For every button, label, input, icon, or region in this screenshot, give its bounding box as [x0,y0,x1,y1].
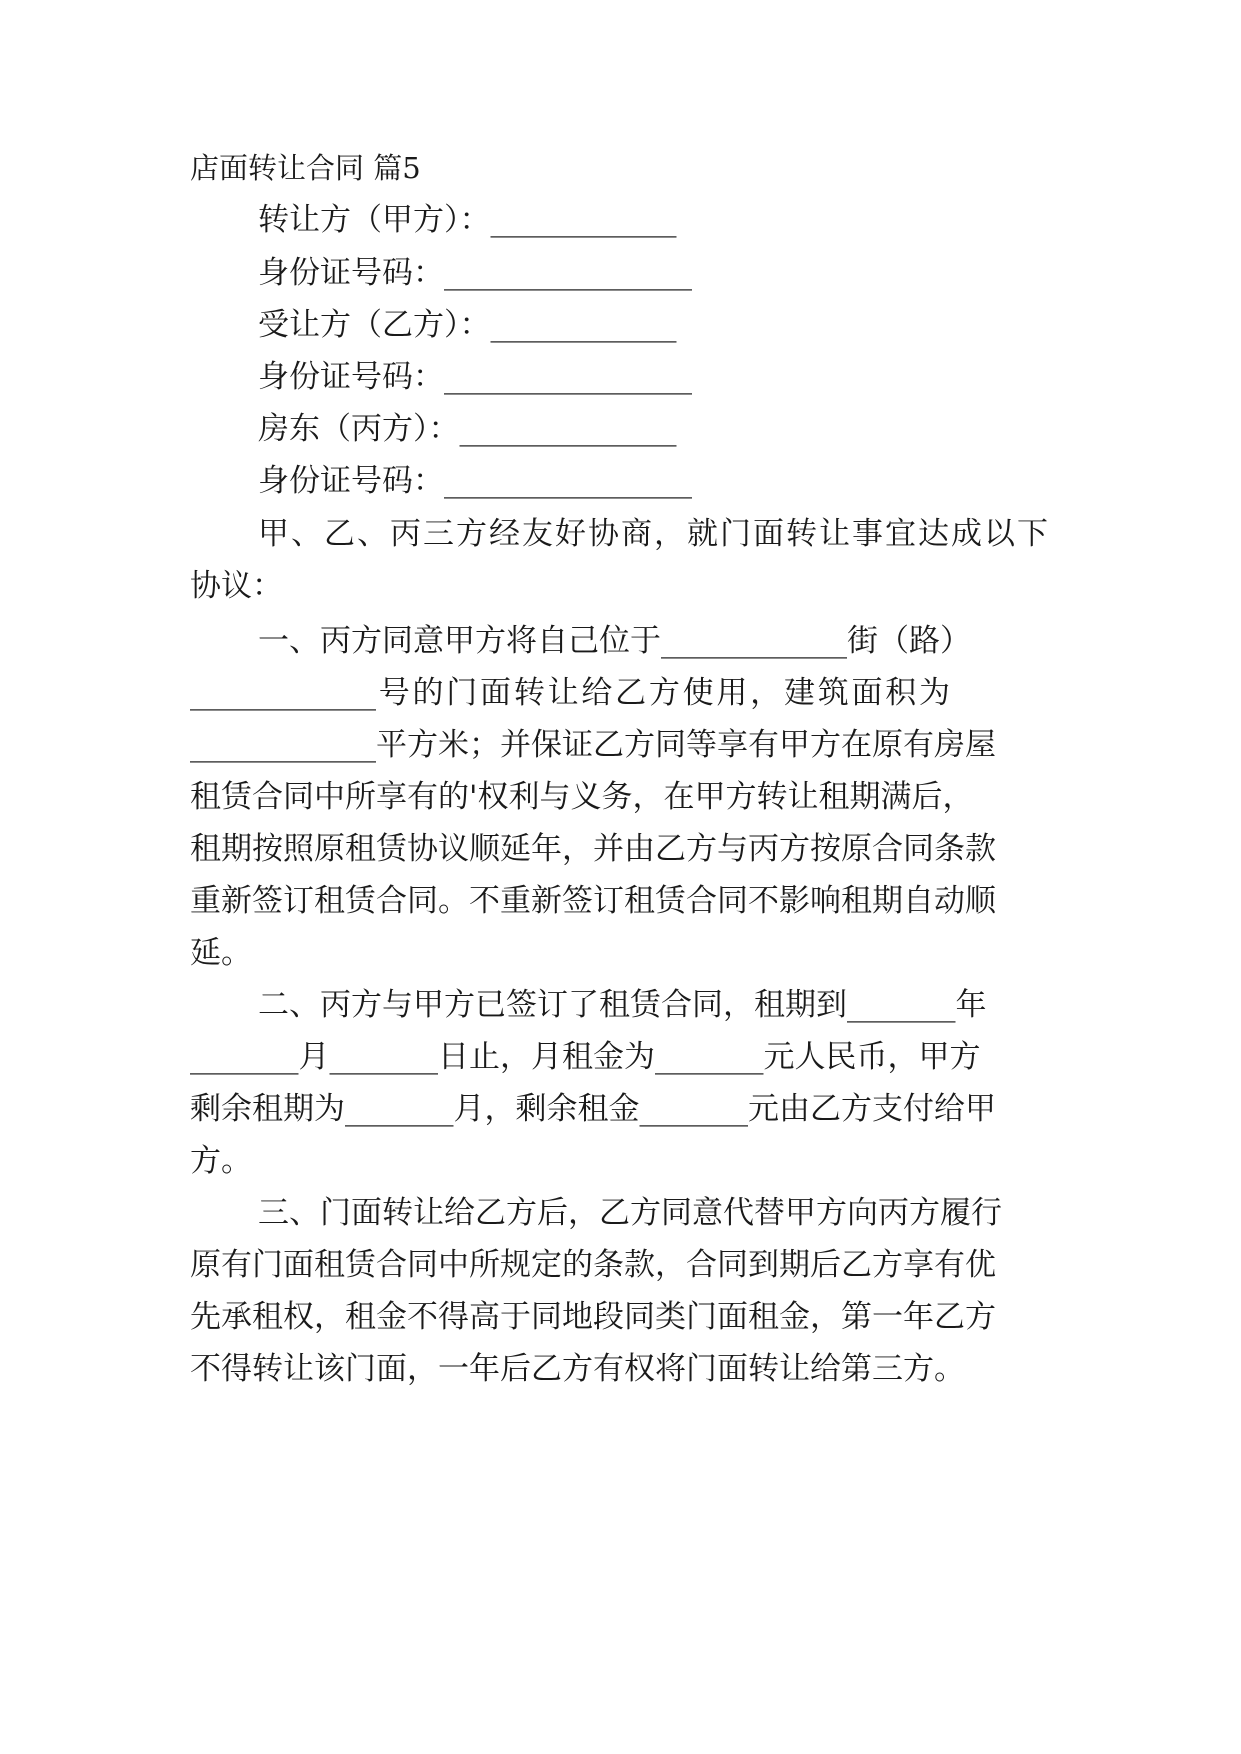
paragraph-line: 甲、乙、丙三方经友好协商，就门面转让事宜达成以下 [258,516,1048,552]
clause-3-line: 不得转让该门面，一年后乙方有权将门面转让给第三方。 [190,1351,965,1387]
clause-2-line: 方。 [190,1143,252,1179]
clause-2-line: 剩余租期为_______月，剩余租金_______元由乙方支付给甲 [190,1091,996,1127]
party-landlord: 房东（丙方）：______________ [258,411,677,447]
clause-1-line: 延。 [190,935,252,971]
id-number-transferor: 身份证号码：________________ [258,255,692,291]
document-title: 店面转让合同 篇5 [190,151,421,185]
paragraph-line: 协议： [190,568,283,604]
clause-3-line: 先承租权，租金不得高于同地段同类门面租金，第一年乙方 [190,1299,996,1335]
clause-1-line: 重新签订租赁合同。不重新签订租赁合同不影响租期自动顺 [190,883,996,919]
party-transferee: 受让方（乙方）：____________ [258,307,677,343]
party-transferor: 转让方（甲方）：____________ [258,202,677,238]
clause-3-line: 三、门面转让给乙方后，乙方同意代替甲方向丙方履行 [258,1195,1002,1231]
clause-1-line: ____________号的门面转让给乙方使用，建筑面积为 [190,675,950,711]
id-number-transferee: 身份证号码：________________ [258,359,692,395]
clause-1-line: 租期按照原租赁协议顺延年，并由乙方与丙方按原合同条款 [190,831,996,867]
clause-1-line: 一、丙方同意甲方将自己位于____________街（路） [258,623,971,659]
clause-2-line: 二、丙方与甲方已签订了租赁合同，租期到_______年 [258,987,987,1023]
clause-1-line: 租赁合同中所享有的'权利与义务，在甲方转让租期满后， [190,779,974,815]
clause-1-line: ____________平方米；并保证乙方同等享有甲方在原有房屋 [190,727,996,763]
clause-3-line: 原有门面租赁合同中所规定的条款，合同到期后乙方享有优 [190,1247,996,1283]
id-number-landlord: 身份证号码：________________ [258,463,692,499]
clause-2-line: _______月_______日止，月租金为_______元人民币，甲方 [190,1039,981,1075]
